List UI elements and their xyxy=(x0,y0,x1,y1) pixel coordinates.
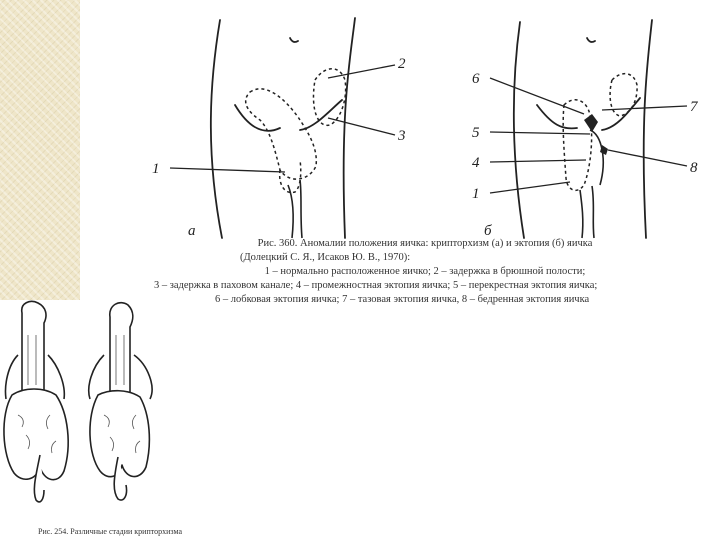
figure-a-cryptorchidism xyxy=(150,10,410,250)
callout-a-2: 2 xyxy=(398,56,406,72)
caption-line-2: 3 – задержка в паховом канале; 4 – промежностная эктопия яичка; 5 – перекрестная эктопия яичка; xyxy=(154,280,598,291)
bottom-figure-genital-drawings xyxy=(0,295,170,525)
callout-b-7: 7 xyxy=(690,99,698,115)
figure-caption xyxy=(154,237,690,307)
caption-line-3: 6 – лобковая эктопия яичка; 7 – тазовая эктопия яичка, 8 – бедренная эктопия яичка xyxy=(215,294,590,305)
callout-b-6: 6 xyxy=(472,71,480,87)
caption-line-1: 1 – нормально расположенное яичко; 2 – задержка в брюшной полости; xyxy=(264,266,586,277)
bottom-figure-caption: Рис. 254. Различные стадии крипторхизма xyxy=(38,527,182,536)
callout-a-3: 3 xyxy=(398,128,406,144)
panel-label-a: а xyxy=(188,223,196,239)
caption-source: (Долецкий С. Я., Исаков Ю. В., 1970): xyxy=(240,252,411,263)
panel-label-b: б xyxy=(484,223,492,239)
callout-b-8: 8 xyxy=(690,160,698,176)
callout-a-1: 1 xyxy=(152,161,160,177)
decorative-texture-panel xyxy=(0,0,80,300)
figure-b-ectopia xyxy=(462,10,712,250)
caption-title: Рис. 360. Аномалии положения яичка: крипторхизм (а) и эктопия (б) яичка xyxy=(257,238,593,249)
callout-b-5: 5 xyxy=(472,125,480,141)
callout-b-4: 4 xyxy=(472,155,480,171)
callout-b-1: 1 xyxy=(472,186,480,202)
